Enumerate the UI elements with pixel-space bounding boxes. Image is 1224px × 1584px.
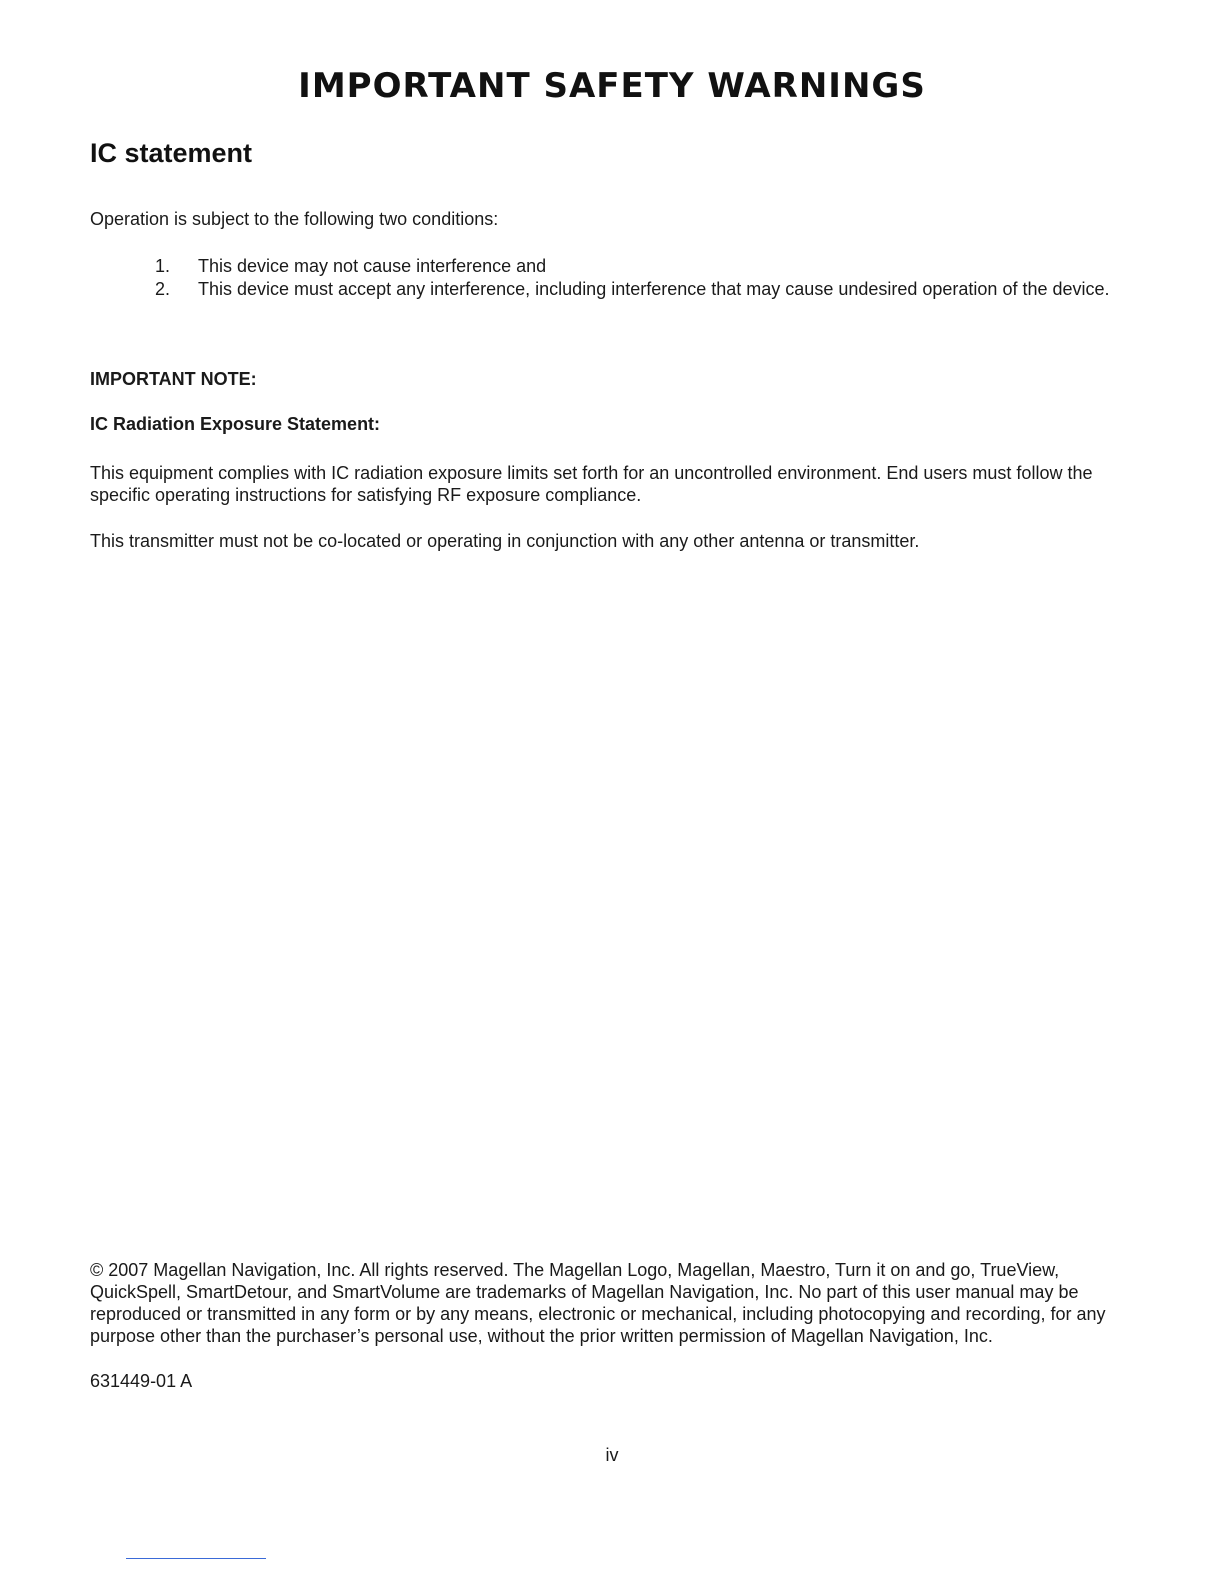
important-note-label: IMPORTANT NOTE: xyxy=(90,369,257,389)
list-item-number: 2. xyxy=(155,279,171,299)
compliance-paragraph: This equipment complies with IC radiation exposure limits set forth for an uncontrolled environment. End users must follow the specific operating instructions for satisfying RF exposure compliance. xyxy=(90,463,1093,505)
part-number: 631449-01 A xyxy=(90,1371,193,1391)
footer-rule xyxy=(126,1558,266,1559)
conditions-intro: Operation is subject to the following two conditions: xyxy=(90,209,499,229)
page-title: IMPORTANT SAFETY WARNINGS xyxy=(298,66,926,106)
colocation-paragraph: This transmitter must not be co-located or operating in conjunction with any other antenna or transmitter. xyxy=(90,531,920,551)
conditions-list xyxy=(155,255,1115,301)
copyright-notice: © 2007 Magellan Navigation, Inc. All rights reserved. The Magellan Logo, Magellan, Maestro, Turn it on and go, TrueView, QuickSpell, SmartDetour, and SmartVolume are trademarks of Magellan Navigation, Inc. No part of this user manual may be reproduced or transmitted in any form or by any means, electronic or mechanical, including photocopying and recording, for any purpose other than the purchaser’s personal use, without the prior written permission of Magellan Navigation, Inc. xyxy=(90,1260,1106,1346)
list-item-number: 1. xyxy=(155,256,171,276)
list-item-text: This device may not cause interference and xyxy=(198,256,547,276)
page-number: iv xyxy=(605,1445,619,1465)
list-item-text: This device must accept any interference, including interference that may cause undesired operation of the device. xyxy=(198,279,1110,299)
list-item xyxy=(155,255,1115,277)
list-item xyxy=(155,278,1115,300)
exposure-statement-label: IC Radiation Exposure Statement: xyxy=(90,414,381,434)
section-heading: IC statement xyxy=(90,138,253,168)
